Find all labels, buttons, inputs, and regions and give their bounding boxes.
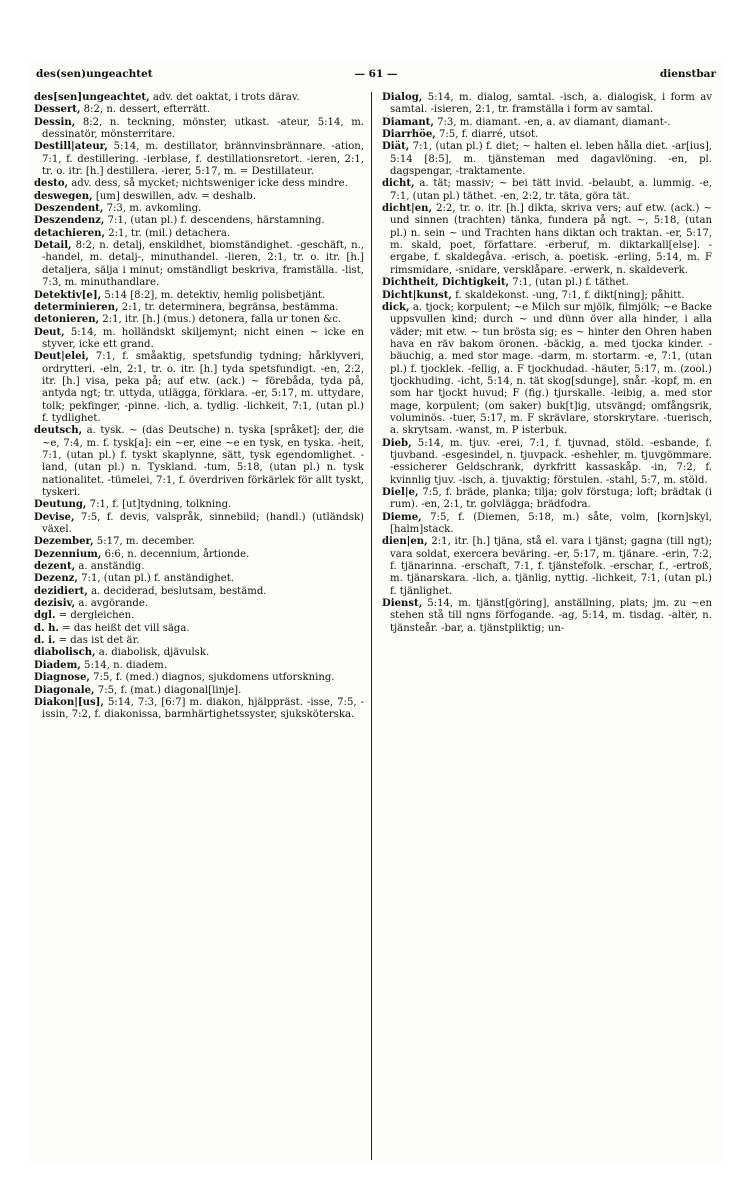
dictionary-entry: [34, 240, 364, 289]
definition: 2:2, tr. o. itr. [h.] dikta, skriva vers; auf etw. (ack.) ~ und sinnen (trachten) tänka, fundera på ngt. ~, 5:18, (utan pl.) n. sein ~ und Trachten hans diktan och traktan. -er, 5:17, m. skald, poet, författare. -erberuf, m. diktarkall[else]. -ergabe, f. skaldegåva. -erisch, a. poetisk. -erling, 5:14, m. F rimsmidare, -snidare, versklåpare. -erwerk, n. skaldeverk.: [390, 203, 712, 276]
dictionary-entry: [34, 623, 364, 635]
headword: dick,: [382, 301, 410, 313]
headword: Dicht|kunst,: [382, 289, 452, 301]
definition: 8:2, n. detalj, enskildhet, biomständighet. -geschäft, n., -handel, m. detalj-, minuthandel. -lieren, 2:1, tr. o. itr. [h.] detaljera, sälja i minut; omständligt beskriva, framställa. -list, 7:3, m. minuthandlare.: [42, 240, 364, 289]
headword: desto,: [34, 178, 69, 190]
headword: Detail,: [34, 240, 72, 252]
headword: d. i.: [34, 635, 56, 647]
dictionary-entry: [34, 598, 364, 610]
headword: Deutung,: [34, 499, 87, 511]
dictionary-entry: [34, 635, 364, 647]
definition: [um] deswillen, adv. = deshalb.: [92, 190, 256, 202]
headword: Dessert,: [34, 104, 81, 116]
headword: Dessin,: [34, 116, 76, 128]
dictionary-entry: [34, 660, 364, 672]
dictionary-entry: [34, 425, 364, 499]
dictionary-entry: [34, 228, 364, 240]
dictionary-entry: [34, 92, 364, 104]
definition: 7:5, f. diarré, utsot.: [435, 129, 539, 141]
dictionary-entry: [382, 117, 712, 129]
definition: 2:1, itr. [h.] (mus.) detonera, falla ur tonen &c.: [99, 314, 342, 326]
definition: 7:1, (utan pl.) f. descendens, härstamning.: [104, 215, 325, 227]
headword: Deszendenz,: [34, 215, 105, 227]
dictionary-entry: [34, 573, 364, 585]
definition: 6:6, n. decennium, årtionde.: [101, 548, 250, 560]
headword: des[sen]ungeachtet,: [34, 92, 150, 103]
headword: dien|en,: [382, 536, 428, 548]
header-first-word: des(sen)ungeachtet: [36, 68, 153, 80]
definition: adv. det oaktat, i trots därav.: [149, 92, 300, 103]
definition: 8:2, n. teckning, mönster, utkast. -ateur, 5:14, m. dessinatör, mönsterritare.: [42, 116, 364, 141]
headword: dezisiv,: [34, 598, 76, 610]
dictionary-entry: [382, 129, 712, 141]
dictionary-entry: [34, 302, 364, 314]
dictionary-entry: [34, 685, 364, 697]
dictionary-entry: [382, 178, 712, 203]
definition: 2:1, itr. [h.] tjäna, stå el. vara i tjänst; gagna (till ngt); vara soldat, exercera beväring. -er, 5:17, m. tjänare. -erin, 7:2, f. tjänarinna. -erschaft, 7:1, f. tjänstefolk. -erschar, f., -ertroß, m. tjänarskara. -lich, a. tjänlig, nyttig. -lichkeit, 7:1, (utan pl.) f. tjänlighet.: [390, 536, 712, 597]
dictionary-entry: [382, 203, 712, 277]
headword: detonieren,: [34, 314, 100, 326]
dictionary-entry: [34, 117, 364, 142]
right-column: [382, 92, 712, 635]
headword: Detektiv[e],: [34, 289, 102, 301]
definition: a. deciderad, beslutsam, bestämd.: [87, 585, 267, 597]
definition: a. tysk. ~ (das Deutsche) n. tyska [språket]; der, die ~e, 7:4, m. f. tysk[a]: ein ~er, eine ~e en tysk, en tyska. -heit, 7:1, (utan pl.) f. tyskt skaplynne, sätt, tysk egendomlighet. -land, (utan pl.) n. Tyskland. -tum, 5:18, (utan pl.) n. tysk nationalitet. -tümelei, 7:1, f. överdriven förkärlek för allt tyskt, tyskeri.: [42, 425, 364, 498]
headword: Dichtheit, Dichtigkeit,: [382, 277, 510, 289]
headword: Diadem,: [34, 659, 81, 671]
definition: 5:14, m. tjuv. -erei, 7:1, f. tjuvnad, stöld. -esbande, f. tjuvband. -esgesindel, n. tjuvpack. -eshehler, m. tjuvgömmare. -essicherer Geldschrank, dyrkfritt kassaskåp. -in, 7:2, f. kvinnlig tjuv. -isch, a. tjuvaktig; förstulen. -stahl, 5:7, m. stöld.: [390, 437, 712, 486]
definition: 5:14, n. diadem.: [80, 659, 167, 671]
headword: Diakon|[us],: [34, 696, 104, 708]
dictionary-entry: [34, 697, 364, 722]
definition: a. tjock; korpulent; ~e Milch sur mjölk, filmjölk; ~e Backe uppsvullen kind; durch ~ und dünn över alla hinder, i alla väder; mit etw. ~ tun brösta sig; es ~ hinter den Ohren haben hava en räv bakom öronen. -bäckig, a. med tjocka kinder. -bäuchig, a. med stor mage. -darm, m. stortarm. -e, 7:1, (utan pl.) f. tjocklek. -fellig, a. F tjockhudad. -häuter, 5:17, m. (zool.) tjockhuding. -icht, 5:14, n. tät skog[sdunge], snår. -kopf, m. en som har tjockt huvud; F (fig.) tjurskalle. -leibig, a. med stor mage, korpulent; (om saker) buk[t]ig, utsvängd; omfångsrik, voluminös. -tuer, 5:17, m. F skrävlare, storskrytare. -tuerisch, a. skrytsam. -wanst, m. P isterbuk.: [390, 301, 712, 437]
headword: dezent,: [34, 561, 76, 573]
definition: 7:1, (utan pl.) f. anständighet.: [77, 573, 235, 585]
definition: 8:2, n. dessert, efterrätt.: [80, 104, 211, 116]
definition: = das ist det är.: [55, 635, 140, 647]
definition: 2:1, tr. (mil.) detachera.: [105, 227, 231, 239]
running-header: [36, 68, 716, 88]
dictionary-entry: [34, 314, 364, 326]
definition: 5:14, 7:3, [6:7] m. diakon, hjälppräst. -isse, 7:5, -issin, 7:2, f. diakonissa, barmhärtighetssyster, sjuksköterska.: [42, 696, 364, 721]
dictionary-entry: [382, 512, 712, 537]
dictionary-entry: [382, 598, 712, 635]
dictionary-entry: [382, 92, 712, 117]
definition: 7:1, (utan pl.) f. diet; ~ halten el. leben hålla diet. -ar[ius], 5:14 [8:5], m. tjänsteman med dagavlöning. -en, pl. dagspengar, -traktamente.: [390, 141, 712, 178]
dictionary-entry: [34, 672, 364, 684]
definition: 5:14, m. destillator, brännvinsbrännare. -ation, 7:1, f. destillering. -ierblase, f. destillationsretort. -ieren, 2:1, tr. o. itr. [h.] destillera. -ierer, 5:17, m. = Destillateur.: [42, 141, 364, 178]
headword: Deut|elei,: [34, 351, 89, 363]
definition: 7:5, f. (mat.) diagonal[linje].: [94, 684, 242, 696]
dictionary-entry: [34, 499, 364, 511]
headword: Devise,: [34, 511, 75, 523]
headword: diabolisch,: [34, 647, 96, 659]
headword: Diät,: [382, 141, 410, 153]
dictionary-entry: [34, 215, 364, 227]
headword: Dezember,: [34, 536, 94, 548]
headword: Deszendent,: [34, 203, 104, 215]
dictionary-entry: [34, 549, 364, 561]
definition: 5:17, m. december.: [93, 536, 195, 548]
definition: 7:3, m. diamant. -en, a. av diamant, diamant-.: [433, 116, 671, 128]
dictionary-entry: [34, 191, 364, 203]
dictionary-entry: [34, 203, 364, 215]
headword: d. h.: [34, 622, 59, 634]
definition: a. diabolisk, djävulsk.: [95, 647, 210, 659]
headword: dezidiert,: [34, 585, 88, 597]
headword: Diagnose,: [34, 672, 90, 684]
dictionary-entry: [382, 141, 712, 178]
dictionary-entry: [382, 536, 712, 598]
headword: Dialog,: [382, 92, 423, 103]
definition: 7:5, f. (Diemen, 5:18, m.) såte, volm, [korn]skyl, [halm]stack.: [390, 511, 712, 536]
definition: a. tät; massiv; ~ bei tätt invid. -belaubt, a. lummig. -e, 7:1, (utan pl.) täthet. -en, 2:2, tr. täta, göra tät.: [390, 178, 712, 202]
definition: 2:1, tr. determinera, begränsa, bestämma.: [118, 301, 339, 313]
definition: 5:14, m. tjänst[göring], anställning, plats; jm. zu ~en stehen stå till ngns förfogande. -ag, 5:14, m. tisdag. -alter, n. tjänsteår. -bar, a. tjänstpliktig; un-: [390, 598, 712, 634]
headword: Dezenz,: [34, 573, 78, 585]
column-divider: [371, 92, 372, 1160]
dictionary-entry: [382, 302, 712, 438]
dictionary-entry: [34, 561, 364, 573]
definition: 5:14 [8:2], m. detektiv, hemlig polisbetjänt.: [101, 289, 326, 301]
definition: 7:1, f. [ut]tydning, tolkning.: [86, 499, 232, 511]
headword: Diel|e,: [382, 487, 419, 498]
headword: determinieren,: [34, 301, 119, 313]
headword: Destill|ateur,: [34, 141, 108, 153]
dictionary-entry: [382, 277, 712, 289]
headword: dgl.: [34, 610, 56, 622]
definition: a. avgörande.: [75, 598, 149, 610]
dictionary-entry: [34, 536, 364, 548]
dictionary-entry: [34, 290, 364, 302]
definition: adv. dess, så mycket; nichtsweniger icke dess mindre.: [68, 178, 348, 190]
header-last-word: dienstbar: [659, 68, 716, 80]
definition: a. anständig.: [75, 561, 145, 573]
headword: detachieren,: [34, 227, 106, 239]
dictionary-entry: [382, 487, 712, 512]
dictionary-entry: [34, 647, 364, 659]
headword: Diamant,: [382, 116, 434, 128]
dictionary-entry: [34, 178, 364, 190]
left-column: [34, 92, 364, 722]
definition: 7:5, f. bräde, planka; tilja; golv förstuga; loft; brädtak (i rum). -en, 2:1, tr. golvlägga; brädfodra.: [390, 487, 712, 511]
definition: 7:5, f. (med.) diagnos, sjukdomens utforskning.: [89, 672, 335, 684]
definition: 7:3, m. avkomling.: [103, 203, 202, 215]
definition: f. skaldekonst. -ung, 7:1, f. dikt[ning]; påhitt.: [451, 289, 685, 301]
dictionary-entry: [34, 586, 364, 598]
dictionary-entry: [34, 512, 364, 537]
headword: deutsch,: [34, 425, 83, 437]
dictionary-entry: [34, 610, 364, 622]
definition: = dergleichen.: [55, 610, 135, 622]
headword: Dienst,: [382, 598, 423, 610]
headword: dicht,: [382, 178, 415, 190]
page-number: — 61 —: [354, 68, 398, 80]
headword: Diagonale,: [34, 684, 95, 696]
definition: 5:14, m. dialog, samtal. -isch, a. dialogisk, i form av samtal. -isieren, 2:1, tr. framställa i form av samtal.: [390, 92, 712, 116]
dictionary-entry: [34, 104, 364, 116]
scan-margin: [0, 0, 26, 1179]
dictionary-entry: [382, 438, 712, 487]
dictionary-entry: [382, 290, 712, 302]
definition: 7:5, f. devis, valspråk, sinnebild; (handl.) (utländsk) växel.: [42, 511, 364, 536]
dictionary-entry: [34, 141, 364, 178]
definition: = das heißt det vill säga.: [58, 622, 190, 634]
dictionary-entry: [34, 351, 364, 425]
headword: deswegen,: [34, 190, 93, 202]
headword: Diarrhöe,: [382, 129, 436, 141]
definition: 5:14, m. holländskt skiljemynt; nicht einen ~ icke en styver, icke ett grand.: [42, 326, 364, 350]
headword: Dieme,: [382, 511, 422, 523]
headword: dicht|en,: [382, 203, 432, 215]
headword: Dieb,: [382, 437, 412, 449]
definition: 7:1, (utan pl.) f. täthet.: [509, 277, 629, 289]
dictionary-entry: [34, 327, 364, 352]
headword: Dezennium,: [34, 548, 102, 560]
dictionary-page: [26, 62, 726, 1162]
headword: Deut,: [34, 326, 65, 338]
definition: 7:1, f. småaktig, spetsfundig tydning; hårklyveri, ordrytteri. -eln, 2:1, tr. o. itr. [h.] tyda spetsfundigt. -en, 2:2, itr. [h.] visa, peka på; auf etw. (ack.) ~ förebåda, tyda på, antyda ngt; tr. uttyda, utlägga, förklara. -er, 5:17, m. uttydare, tolk; pekfinger, -pinne. -lich, a. tydlig. -lichkeit, 7:1, (utan pl.) f. tydlighet.: [42, 351, 364, 424]
